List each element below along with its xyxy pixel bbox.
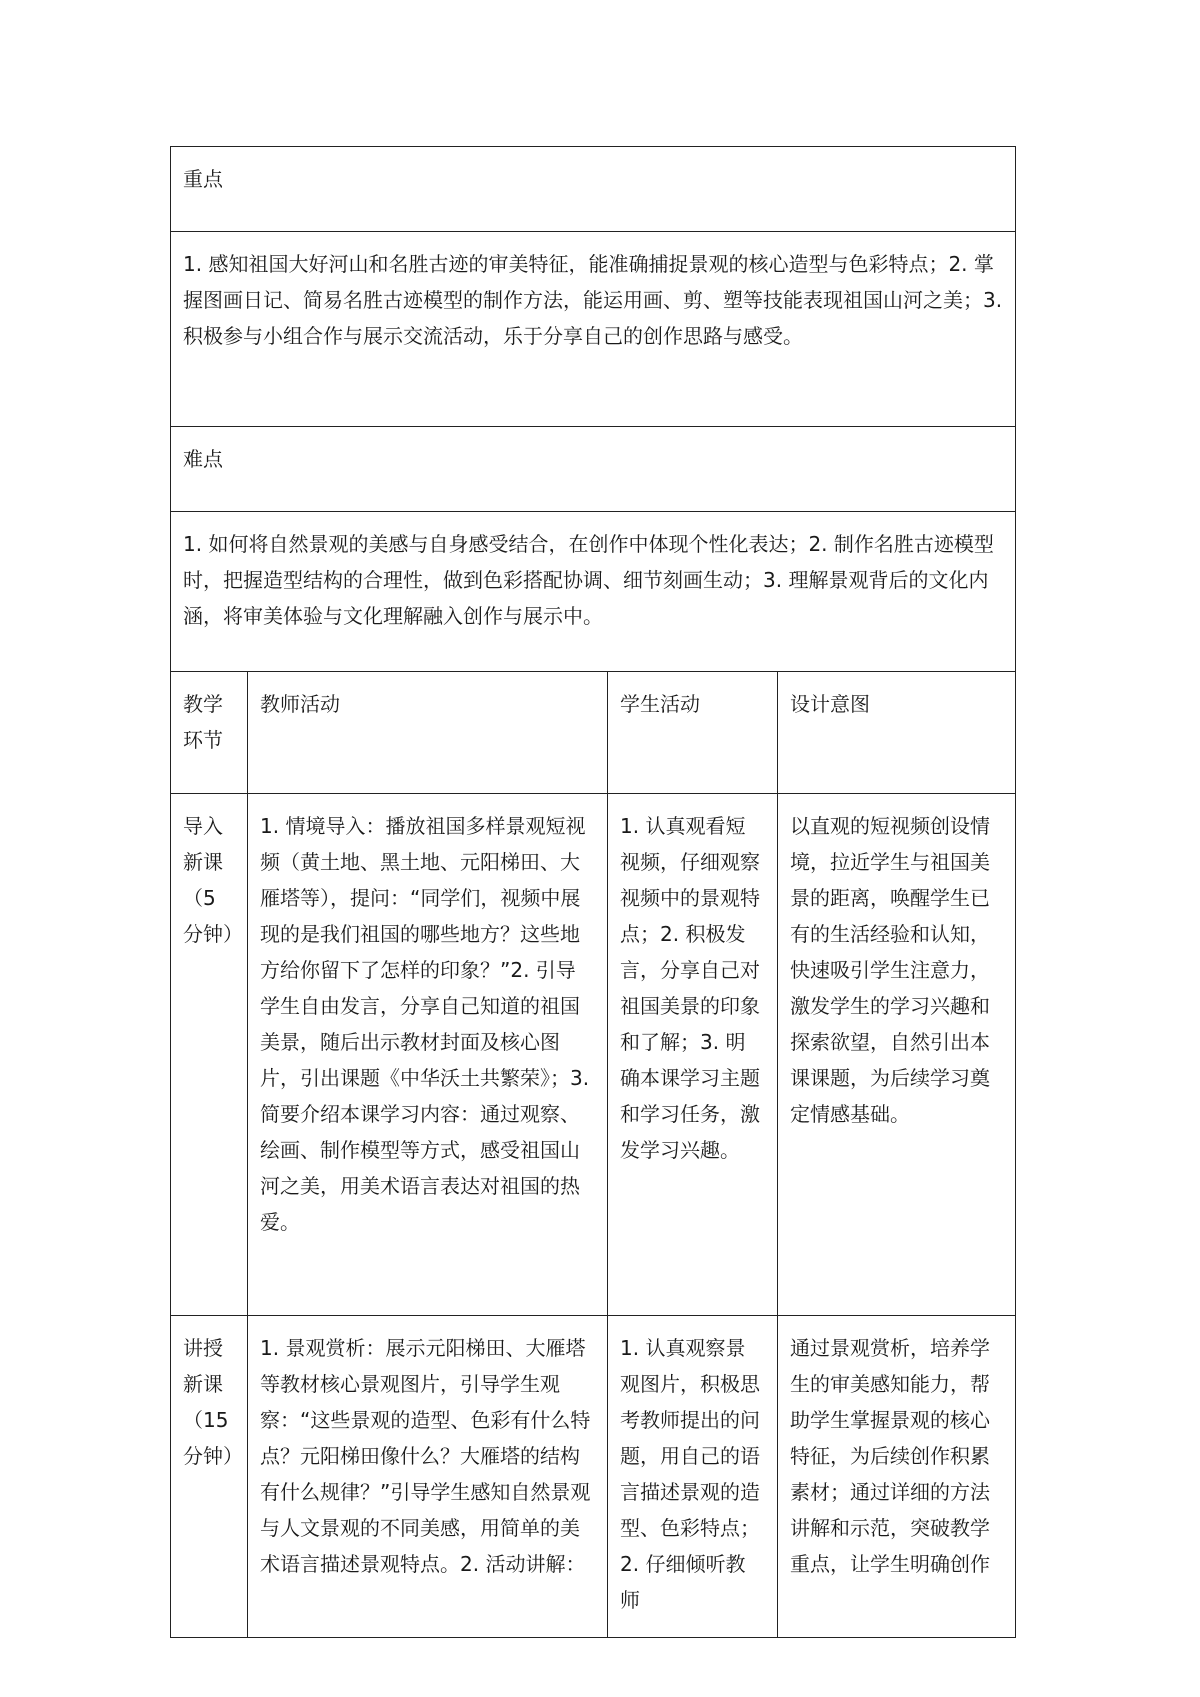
header-phase: 教学环节 [171,672,248,794]
key-points-body: 1. 感知祖国大好河山和名胜古迹的审美特征，能准确捕捉景观的核心造型与色彩特点；2. 掌握图画日记、简易名胜古迹模型的制作方法，能运用画、剪、塑等技能表现祖国山河之美；3. 积极参与小组合作与展示交流活动，乐于分享自己的创作思路与感受。 [171,232,1016,427]
key-points-title-row [171,147,1016,232]
difficulties-title: 难点 [171,427,1016,512]
teacher-activity-cell: 1. 情境导入：播放祖国多样景观短视频（黄土地、黑土地、元阳梯田、大雁塔等），提问：“同学们，视频中展现的是我们祖国的哪些地方？这些地方给你留下了怎样的印象？”2. 引导学生自由发言，分享自己知道的祖国美景，随后出示教材封面及核心图片，引出课题《中华沃土共繁荣》；3. 简要介绍本课学习内容：通过观察、绘画、制作模型等方式，感受祖国山河之美，用美术语言表达对祖国的热爱。 [248,794,608,1316]
header-design-intent: 设计意图 [778,672,1016,794]
difficulties-body-row [171,512,1016,672]
design-intent-cell: 以直观的短视频创设情境，拉近学生与祖国美景的距离，唤醒学生已有的生活经验和认知，快速吸引学生注意力，激发学生的学习兴趣和探索欲望，自然引出本课课题，为后续学习奠定情感基础。 [778,794,1016,1316]
lesson-plan-table [170,146,1016,1638]
header-student-activity: 学生活动 [608,672,778,794]
lesson-plan-page [170,146,1015,1638]
design-intent-cell: 通过景观赏析，培养学生的审美感知能力，帮助学生掌握景观的核心特征，为后续创作积累素材；通过详细的方法讲解和示范，突破教学重点，让学生明确创作 [778,1316,1016,1638]
header-teacher-activity: 教师活动 [248,672,608,794]
difficulties-body: 1. 如何将自然景观的美感与自身感受结合，在创作中体现个性化表达；2. 制作名胜古迹模型时，把握造型结构的合理性，做到色彩搭配协调、细节刻画生动；3. 理解景观背后的文化内涵，将审美体验与文化理解融入创作与展示中。 [171,512,1016,672]
key-points-body-row [171,232,1016,427]
key-points-title: 重点 [171,147,1016,232]
table-row [171,1316,1016,1638]
table-row [171,794,1016,1316]
student-activity-cell: 1. 认真观看短视频，仔细观察视频中的景观特点；2. 积极发言，分享自己对祖国美景的印象和了解；3. 明确本课学习主题和学习任务，激发学习兴趣。 [608,794,778,1316]
phase-cell: 导入新课（5分钟） [171,794,248,1316]
teacher-activity-cell: 1. 景观赏析：展示元阳梯田、大雁塔等教材核心景观图片，引导学生观察：“这些景观的造型、色彩有什么特点？元阳梯田像什么？大雁塔的结构有什么规律？”引导学生感知自然景观与人文景观的不同美感，用简单的美术语言描述景观特点。2. 活动讲解： [248,1316,608,1638]
student-activity-cell: 1. 认真观察景观图片，积极思考教师提出的问题，用自己的语言描述景观的造型、色彩特点；2. 仔细倾听教师 [608,1316,778,1638]
table-header-row [171,672,1016,794]
difficulties-title-row [171,427,1016,512]
phase-cell: 讲授新课（15分钟） [171,1316,248,1638]
